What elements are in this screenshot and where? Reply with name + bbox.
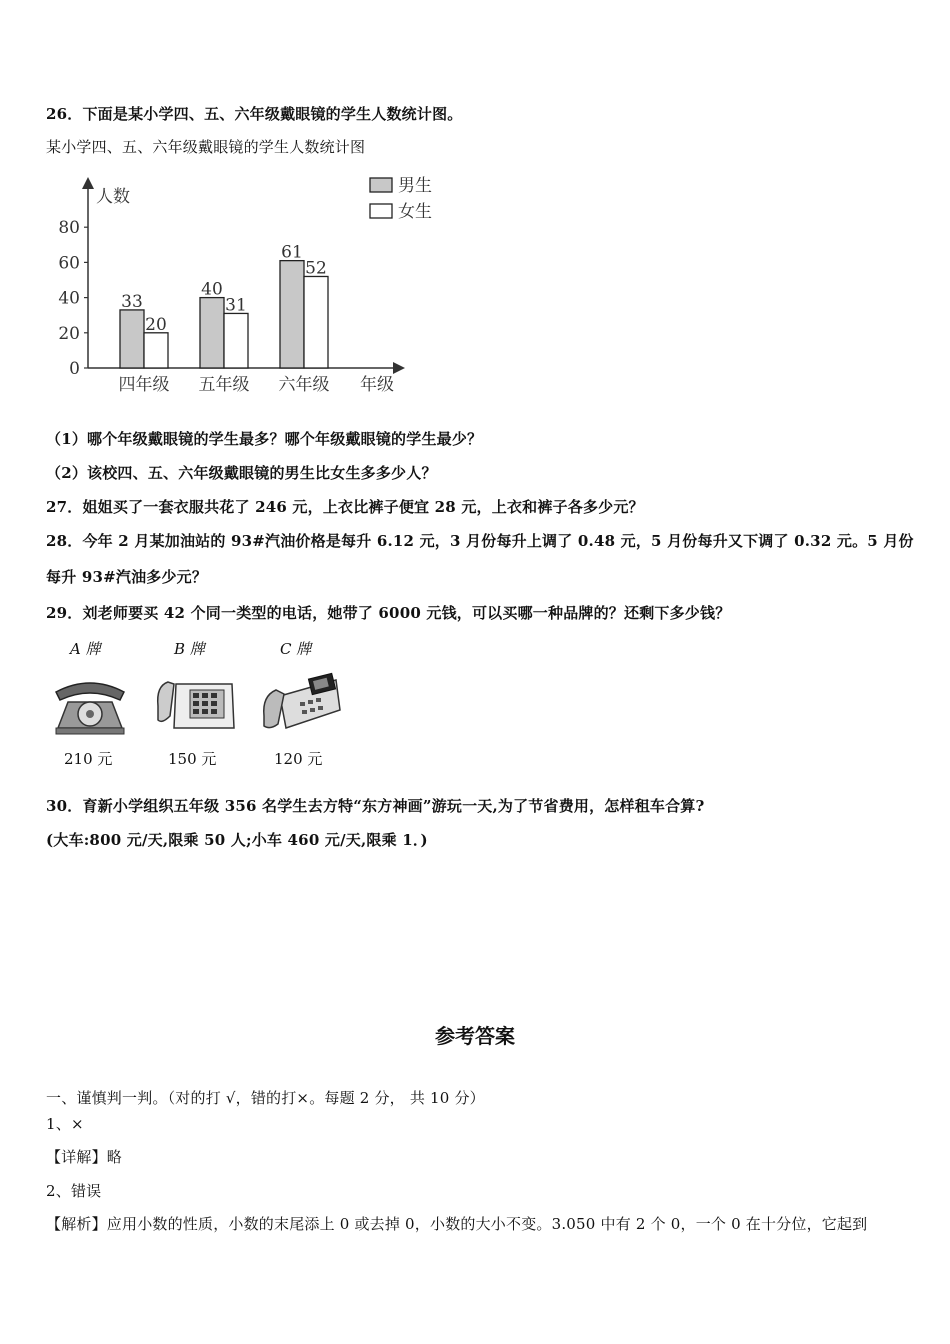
phone-brand: C 牌 xyxy=(280,640,312,658)
phone-price: 120 元 xyxy=(274,750,323,768)
legend-swatch xyxy=(370,178,392,192)
bar-value-label: 52 xyxy=(305,258,327,279)
y-tick-label: 20 xyxy=(58,323,80,344)
bar xyxy=(120,310,144,368)
bar xyxy=(144,333,168,368)
bar-value-label: 20 xyxy=(145,314,167,335)
answer-1: 1、× xyxy=(46,1115,84,1133)
q28-line1: 28．今年 2 月某加油站的 93#汽油价格是每升 6.12 元，3 月份每升上调了 0.48 元，5 月份每升又下调了 0.32 元。5 月份 xyxy=(46,532,914,550)
phone-options xyxy=(50,638,350,773)
phone-price: 150 元 xyxy=(168,750,217,768)
answer-title: 参考答案 xyxy=(435,1024,515,1048)
bar xyxy=(200,298,224,368)
bar-chart xyxy=(50,172,432,402)
bar xyxy=(304,276,328,368)
bar-value-label: 33 xyxy=(121,291,143,312)
y-tick-label: 60 xyxy=(58,253,80,274)
rotary-phone-icon xyxy=(50,666,130,746)
x-category-label: 四年级 xyxy=(118,375,170,395)
x-category-label: 六年级 xyxy=(278,375,330,395)
legend-label: 女生 xyxy=(398,202,432,222)
q26-sub1: （1）哪个年级戴眼镜的学生最多？哪个年级戴眼镜的学生最少？ xyxy=(46,430,483,448)
q26-intro: 26．下面是某小学四、五、六年级戴眼镜的学生人数统计图。 xyxy=(46,105,463,123)
q30-line2: (大车:800 元/天,限乘 50 人;小车 460 元/天,限乘 1．) xyxy=(46,831,428,849)
phone-brand: B 牌 xyxy=(174,640,205,658)
bar-value-label: 61 xyxy=(281,242,303,263)
x-axis-label: 年级 xyxy=(360,375,394,395)
x-category-label: 五年级 xyxy=(198,375,250,395)
bar-chart-svg xyxy=(50,172,432,402)
q29: 29．刘老师要买 42 个同一类型的电话，她带了 6000 元钱，可以买哪一种品牌的？还剩下多少钱？ xyxy=(46,604,731,622)
phone-b xyxy=(154,638,244,773)
phone-brand: A 牌 xyxy=(70,640,101,658)
bar-value-label: 40 xyxy=(201,279,223,300)
q28-line2: 每升 93#汽油多少元？ xyxy=(46,568,208,586)
legend-label: 男生 xyxy=(398,176,432,196)
q30-line1: 30．育新小学组织五年级 356 名学生去方特“东方神画”游玩一天,为了节省费用，怎样租车合算? xyxy=(46,797,705,815)
display-phone-icon xyxy=(260,666,342,746)
bar xyxy=(224,313,248,368)
keypad-phone-icon xyxy=(154,666,236,746)
answer-section-1: 一、谨慎判一判。（对的打 √，错的打×。每题 2 分， 共 10 分） xyxy=(46,1089,485,1107)
phone-price: 210 元 xyxy=(64,750,113,768)
answer-2: 2、错误 xyxy=(46,1182,102,1200)
chart-caption: 某小学四、五、六年级戴眼镜的学生人数统计图 xyxy=(46,138,366,156)
phone-c xyxy=(260,638,350,773)
bar-value-label: 31 xyxy=(225,295,247,316)
q27: 27．姐姐买了一套衣服共花了 246 元，上衣比裤子便宜 28 元，上衣和裤子各多少元？ xyxy=(46,498,644,516)
y-tick-label: 40 xyxy=(58,288,80,309)
q26-sub2: （2）该校四、五、六年级戴眼镜的男生比女生多多少人？ xyxy=(46,464,437,482)
y-tick-label: 80 xyxy=(58,218,80,239)
bar xyxy=(280,261,304,368)
y-axis-label: 人数 xyxy=(96,187,130,207)
answer-1-detail: 【详解】略 xyxy=(46,1148,123,1166)
answer-2-detail: 【解析】应用小数的性质，小数的末尾添上 0 或去掉 0，小数的大小不变。3.050 中有 2 个 0，一个 0 在十分位，它起到 xyxy=(46,1215,868,1233)
phone-a xyxy=(50,638,140,773)
y-tick-label: 0 xyxy=(69,359,80,379)
legend-swatch xyxy=(370,204,392,218)
